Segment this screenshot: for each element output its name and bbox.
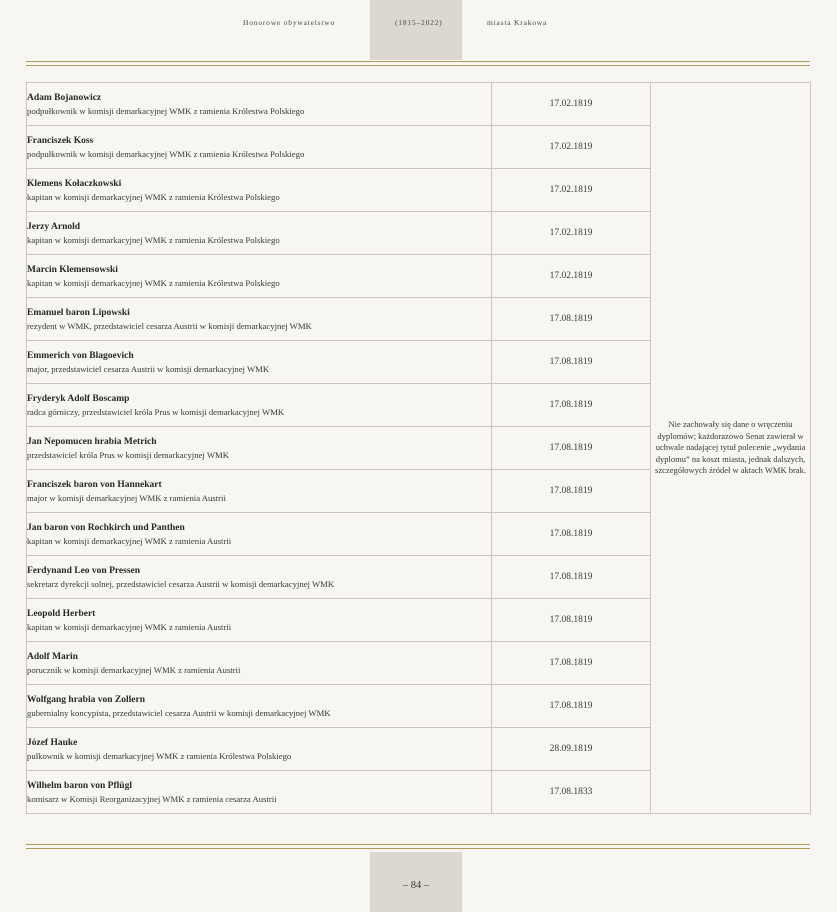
person-cell [27, 599, 492, 642]
person-role: kapitan w komisji demarkacyjnej WMK z ramienia Austrii [27, 535, 232, 546]
person-cell [27, 255, 492, 298]
date-cell: 17.02.1819 [492, 83, 651, 126]
person-cell [27, 384, 492, 427]
person-role: major w komisji demarkacyjnej WMK z ramienia Austrii [27, 492, 226, 503]
date-cell: 17.08.1819 [492, 513, 651, 556]
person-cell [27, 728, 492, 771]
person-cell [27, 169, 492, 212]
person-role: pułkownik w komisji demarkacyjnej WMK z ramienia Królestwa Polskiego [27, 750, 292, 761]
date-cell: 17.08.1819 [492, 470, 651, 513]
person-name: Adolf Marin [27, 651, 78, 662]
top-rule [26, 61, 810, 66]
person-role: przedstawiciel króla Prus w komisji demarkacyjnej WMK [27, 449, 230, 460]
person-cell [27, 513, 492, 556]
date-cell: 17.02.1819 [492, 255, 651, 298]
person-cell [27, 298, 492, 341]
date-cell: 17.08.1819 [492, 685, 651, 728]
date-cell: 17.08.1819 [492, 599, 651, 642]
header-right: miasta Krakowa [487, 18, 548, 27]
person-cell [27, 556, 492, 599]
page-number: – 84 – [402, 880, 430, 891]
person-name: Wilhelm baron von Pflügl [27, 780, 132, 791]
person-cell [27, 685, 492, 728]
person-name: Franciszek baron von Hannekart [27, 479, 162, 490]
date-cell: 17.08.1819 [492, 427, 651, 470]
person-name: Fryderyk Adolf Boscamp [27, 393, 130, 404]
person-name: Adam Bojanowicz [27, 92, 102, 103]
person-name: Emmerich von Blagoevich [27, 350, 134, 361]
person-cell [27, 771, 492, 814]
person-role: gubernialny koncypista, przedstawiciel cesarza Austrii w komisji demarkacyjnej WMK [27, 707, 331, 718]
person-role: radca górniczy, przedstawiciel króla Prus w komisji demarkacyjnej WMK [27, 406, 285, 417]
person-name: Jan Nepomucen hrabia Metrich [27, 436, 157, 447]
date-cell: 28.09.1819 [492, 728, 651, 771]
person-cell [27, 341, 492, 384]
person-cell [27, 642, 492, 685]
person-role: rezydent w WMK, przedstawiciel cesarza Austrii w komisji demarkacyjnej WMK [27, 320, 312, 331]
running-header [0, 18, 837, 32]
person-role: kapitan w komisji demarkacyjnej WMK z ramienia Austrii [27, 621, 232, 632]
person-role: kapitan w komisji demarkacyjnej WMK z ramienia Królestwa Polskiego [27, 277, 280, 288]
honorary-citizens-table [26, 82, 811, 814]
person-name: Klemens Kołaczkowski [27, 178, 122, 189]
person-name: Marcin Klemensowski [27, 264, 118, 275]
person-role: kapitan w komisji demarkacyjnej WMK z ramienia Królestwa Polskiego [27, 191, 280, 202]
date-cell: 17.02.1819 [492, 169, 651, 212]
date-cell: 17.08.1819 [492, 341, 651, 384]
person-role: podpułkownik w komisji demarkacyjnej WMK z ramienia Królestwa Polskiego [27, 148, 305, 159]
person-cell [27, 83, 492, 126]
person-role: major, przedstawiciel cesarza Austrii w komisji demarkacyjnej WMK [27, 363, 270, 374]
date-cell: 17.08.1819 [492, 298, 651, 341]
person-name: Ferdynand Leo von Pressen [27, 565, 141, 576]
person-cell [27, 126, 492, 169]
person-name: Józef Hauke [27, 737, 78, 748]
date-cell: 17.02.1819 [492, 126, 651, 169]
person-name: Jan baron von Rochkirch und Panthen [27, 522, 185, 533]
note-cell: Nie zachowały się dane o wręczeniu dyplomów; każdorazowo Senat zawierał w uchwale nadającej tytuł polecenie „wydania dyplomu” na koszt miasta, jednak dalszych, szczegółowych źródeł w aktach WMK brak. [651, 83, 811, 814]
person-cell [27, 212, 492, 255]
header-left: Honorowe obywatelstwo [243, 18, 335, 27]
person-cell [27, 427, 492, 470]
person-role: kapitan w komisji demarkacyjnej WMK z ramienia Królestwa Polskiego [27, 234, 280, 245]
table-body [27, 83, 811, 814]
date-cell: 17.08.1819 [492, 642, 651, 685]
person-role: podpułkownik w komisji demarkacyjnej WMK z ramienia Królestwa Polskiego [27, 105, 305, 116]
date-cell: 17.02.1819 [492, 212, 651, 255]
person-role: sekretarz dyrekcji solnej, przedstawiciel cesarza Austrii w komisji demarkacyjnej WMK [27, 578, 335, 589]
person-role: porucznik w komisji demarkacyjnej WMK z ramienia Austrii [27, 664, 241, 675]
date-cell: 17.08.1819 [492, 556, 651, 599]
person-name: Wolfgang hrabia von Zollern [27, 694, 145, 705]
bottom-rule [26, 844, 810, 849]
person-name: Emanuel baron Lipowski [27, 307, 130, 318]
person-role: komisarz w Komisji Reorganizacyjnej WMK z ramienia cesarza Austrii [27, 793, 277, 804]
date-cell: 17.08.1833 [492, 771, 651, 814]
table-row [27, 83, 811, 126]
person-name: Jerzy Arnold [27, 221, 81, 232]
person-cell [27, 470, 492, 513]
header-middle: (1815–2022) [395, 18, 443, 27]
date-cell: 17.08.1819 [492, 384, 651, 427]
person-name: Leopold Herbert [27, 608, 96, 619]
person-name: Franciszek Koss [27, 135, 94, 146]
